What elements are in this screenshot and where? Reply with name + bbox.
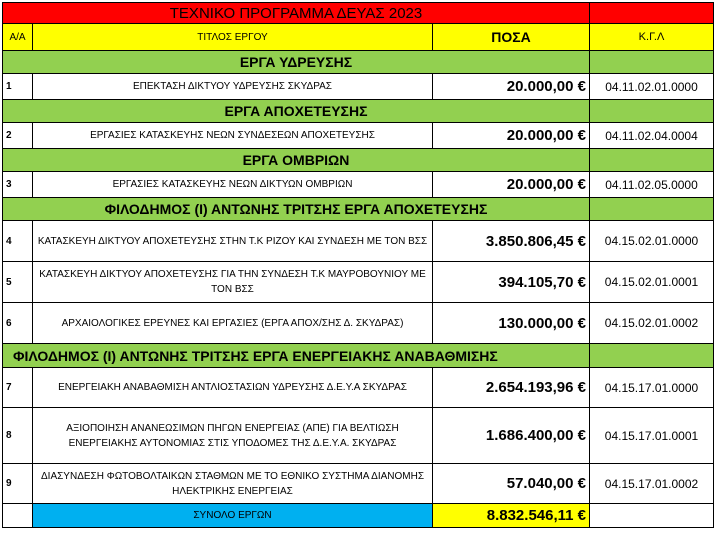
section-title[interactable]: ΕΡΓΑ ΟΜΒΡΙΩΝ: [3, 149, 590, 172]
row-number[interactable]: 7: [3, 368, 33, 408]
section-empty-cell[interactable]: [590, 344, 714, 368]
row-amount[interactable]: 20.000,00 €: [433, 172, 590, 198]
total-empty-cell[interactable]: [3, 504, 33, 528]
row-amount[interactable]: 3.850.806,45 €: [433, 221, 590, 262]
row-number[interactable]: 9: [3, 464, 33, 504]
section-title[interactable]: ΦΙΛΟΔΗΜΟΣ (Ι) ΑΝΤΩΝΗΣ ΤΡΙΤΣΗΣ ΕΡΓΑ ΕΝΕΡΓΕΙΑΚΗΣ ΑΝΑΒΑΘΜΙΣΗΣ: [3, 344, 590, 368]
row-number[interactable]: 4: [3, 221, 33, 262]
row-amount[interactable]: 20.000,00 €: [433, 123, 590, 149]
header-row: [3, 24, 714, 51]
section-row: [3, 51, 714, 74]
row-code[interactable]: 04.11.02.01.0000: [590, 74, 714, 100]
budget-table: [2, 2, 714, 528]
header-amount[interactable]: ΠΟΣΑ: [433, 24, 590, 51]
row-description[interactable]: ΔΙΑΣΥΝΔΕΣΗ ΦΩΤΟΒΟΛΤΑΙΚΩΝ ΣΤΑΘΜΩΝ ΜΕ ΤΟ ΕΘΝΙΚΟ ΣΥΣΤΗΜΑ ΔΙΑΝΟΜΗΣ ΗΛΕΚΤΡΙΚΗΣ ΕΝΕΡΓΕΙΑΣ: [33, 464, 433, 504]
section-row: [3, 344, 714, 368]
table-row: [3, 172, 714, 198]
row-code[interactable]: 04.11.02.05.0000: [590, 172, 714, 198]
row-number[interactable]: 1: [3, 74, 33, 100]
row-code[interactable]: 04.11.02.04.0004: [590, 123, 714, 149]
row-description[interactable]: ΕΠΕΚΤΑΣΗ ΔΙΚΤΥΟΥ ΥΔΡΕΥΣΗΣ ΣΚΥΔΡΑΣ: [33, 74, 433, 100]
row-code[interactable]: 04.15.02.01.0000: [590, 221, 714, 262]
row-number[interactable]: 2: [3, 123, 33, 149]
row-amount[interactable]: 130.000,00 €: [433, 303, 590, 344]
section-row: [3, 100, 714, 123]
table-row: [3, 262, 714, 303]
table-row: [3, 368, 714, 408]
sheet-title[interactable]: ΤΕΧΝΙΚΟ ΠΡΟΓΡΑΜΜΑ ΔΕΥΑΣ 2023: [3, 3, 590, 24]
table-row: [3, 123, 714, 149]
header-title[interactable]: ΤΙΤΛΟΣ ΕΡΓΟΥ: [33, 24, 433, 51]
section-empty-cell[interactable]: [590, 198, 714, 221]
section-empty-cell[interactable]: [590, 149, 714, 172]
row-number[interactable]: 8: [3, 408, 33, 464]
total-label[interactable]: ΣΥΝΟΛΟ ΕΡΓΩΝ: [33, 504, 433, 528]
row-code[interactable]: 04.15.02.01.0002: [590, 303, 714, 344]
row-description[interactable]: ΑΡΧΑΙΟΛΟΓΙΚΕΣ ΕΡΕΥΝΕΣ ΚΑΙ ΕΡΓΑΣΙΕΣ (ΕΡΓΑ ΑΠΟΧ/ΣΗΣ Δ. ΣΚΥΔΡΑΣ): [33, 303, 433, 344]
header-kgl[interactable]: Κ.Γ.Λ: [590, 24, 714, 51]
table-row: [3, 221, 714, 262]
row-number[interactable]: 3: [3, 172, 33, 198]
row-amount[interactable]: 57.040,00 €: [433, 464, 590, 504]
row-code[interactable]: 04.15.17.01.0001: [590, 408, 714, 464]
row-description[interactable]: ΚΑΤΑΣΚΕΥΗ ΔΙΚΤΥΟΥ ΑΠΟΧΕΤΕΥΣΗΣ ΣΤΗΝ Τ.Κ ΡΙΖΟΥ ΚΑΙ ΣΥΝΔΕΣΗ ΜΕ ΤΟΝ ΒΣΣ: [33, 221, 433, 262]
table-row: [3, 74, 714, 100]
table-row: [3, 464, 714, 504]
section-empty-cell[interactable]: [590, 51, 714, 74]
row-description[interactable]: ΕΡΓΑΣΙΕΣ ΚΑΤΑΣΚΕΥΗΣ ΝΕΩΝ ΔΙΚΤΥΩΝ ΟΜΒΡΙΩΝ: [33, 172, 433, 198]
section-empty-cell[interactable]: [590, 100, 714, 123]
table-row: [3, 303, 714, 344]
row-description[interactable]: ΚΑΤΑΣΚΕΥΗ ΔΙΚΤΥΟΥ ΑΠΟΧΕΤΕΥΣΗΣ ΓΙΑ ΤΗΝ ΣΥΝΔΕΣΗ Τ.Κ ΜΑΥΡΟΒΟΥΝΙΟΥ ΜΕ ΤΟΝ ΒΣΣ: [33, 262, 433, 303]
title-row: [3, 3, 714, 24]
total-amount[interactable]: 8.832.546,11 €: [433, 504, 590, 528]
row-number[interactable]: 6: [3, 303, 33, 344]
row-amount[interactable]: 20.000,00 €: [433, 74, 590, 100]
row-description[interactable]: ΑΞΙΟΠΟΙΗΣΗ ΑΝΑΝΕΩΣΙΜΩΝ ΠΗΓΩΝ ΕΝΕΡΓΕΙΑΣ (ΑΠΕ) ΓΙΑ ΒΕΛΤΙΩΣΗ ΕΝΕΡΓΕΙΑΚΗΣ ΑΥΤΟΝΟΜΙΑΣ ΣΤΙΣ ΥΠΟΔΟΜΕΣ ΤΗΣ Δ.Ε.Υ.Α. ΣΚΥΔΡΑΣ: [33, 408, 433, 464]
section-title[interactable]: ΦΙΛΟΔΗΜΟΣ (Ι) ΑΝΤΩΝΗΣ ΤΡΙΤΣΗΣ ΕΡΓΑ ΑΠΟΧΕΤΕΥΣΗΣ: [3, 198, 590, 221]
section-row: [3, 198, 714, 221]
row-description[interactable]: ΕΝΕΡΓΕΙΑΚΗ ΑΝΑΒΑΘΜΙΣΗ ΑΝΤΛΙΟΣΤΑΣΙΩΝ ΥΔΡΕΥΣΗΣ Δ.Ε.Υ.Α ΣΚΥΔΡΑΣ: [33, 368, 433, 408]
row-amount[interactable]: 1.686.400,00 €: [433, 408, 590, 464]
row-code[interactable]: 04.15.17.01.0000: [590, 368, 714, 408]
section-row: [3, 149, 714, 172]
row-amount[interactable]: 2.654.193,96 €: [433, 368, 590, 408]
row-amount[interactable]: 394.105,70 €: [433, 262, 590, 303]
section-title[interactable]: ΕΡΓΑ ΑΠΟΧΕΤΕΥΣΗΣ: [3, 100, 590, 123]
row-number[interactable]: 5: [3, 262, 33, 303]
row-code[interactable]: 04.15.02.01.0001: [590, 262, 714, 303]
section-title[interactable]: ΕΡΓΑ ΥΔΡΕΥΣΗΣ: [3, 51, 590, 74]
row-description[interactable]: ΕΡΓΑΣΙΕΣ ΚΑΤΑΣΚΕΥΗΣ ΝΕΩΝ ΣΥΝΔΕΣΕΩΝ ΑΠΟΧΕΤΕΥΣΗΣ: [33, 123, 433, 149]
table-row: [3, 408, 714, 464]
header-aa[interactable]: Α/Α: [3, 24, 33, 51]
title-empty-cell[interactable]: [590, 3, 714, 24]
row-code[interactable]: 04.15.17.01.0002: [590, 464, 714, 504]
total-empty-cell[interactable]: [590, 504, 714, 528]
total-row: [3, 504, 714, 528]
